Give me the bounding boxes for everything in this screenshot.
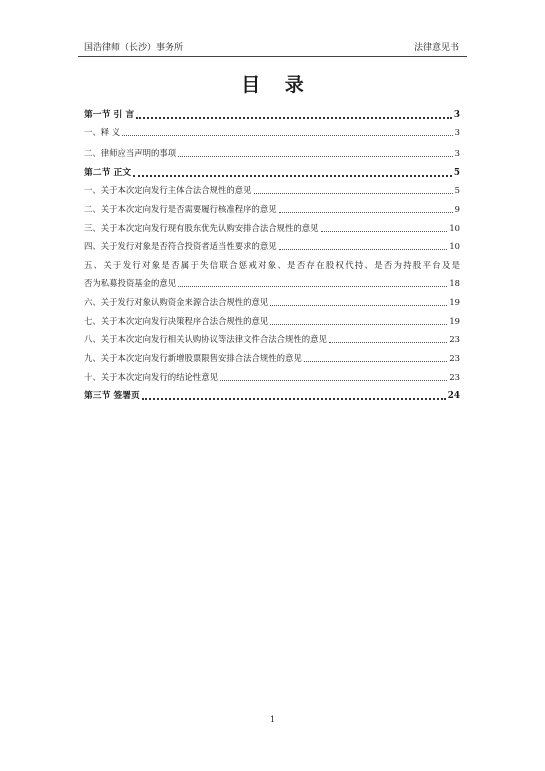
dot-leader xyxy=(329,342,447,343)
toc-entry-page: 19 xyxy=(449,316,460,326)
dot-leader xyxy=(321,231,448,232)
toc-entry-label: 九、关于本次定向发行新增股票限售安排合法合规性的意见 xyxy=(84,353,302,363)
toc-entry-label: 八、关于本次定向发行相关认购协议等法律文件合法合规性的意见 xyxy=(84,334,327,344)
toc-entry-label: 四、关于发行对象是否符合投资者适当性要求的意见 xyxy=(84,241,277,251)
toc-entry-label: 三、关于本次定向发行现有股东优先认购安排合法合规性的意见 xyxy=(84,223,319,233)
toc-entry-page: 5 xyxy=(453,168,460,178)
toc-entry-page: 23 xyxy=(449,372,460,382)
toc-entry-label: 二、关于本次定向发行是否需要履行核准程序的意见 xyxy=(84,204,277,214)
toc-entry[interactable] xyxy=(84,241,460,252)
header-doc-type: 法律意见书 xyxy=(413,43,459,53)
toc-entry-page: 9 xyxy=(454,204,460,214)
page-title: 目 录 xyxy=(241,74,313,96)
toc-entry-page: 23 xyxy=(449,334,460,344)
toc-entry[interactable] xyxy=(84,185,460,196)
toc-entry-label: 二、律师应当声明的事项 xyxy=(84,148,177,158)
toc-entry-page: 10 xyxy=(449,241,460,251)
toc-entry-page: 3 xyxy=(454,127,460,137)
dot-leader xyxy=(178,286,447,287)
dot-leader xyxy=(220,380,447,381)
toc-entry-label: 否为私募投资基金的意见 xyxy=(84,278,177,288)
toc-entry-page: 23 xyxy=(449,353,460,363)
toc-entry[interactable] xyxy=(84,204,460,215)
dot-leader xyxy=(279,249,448,250)
toc-entry-first-line: 五、关于发行对象是否属于失信联合惩戒对象、是否存在股权代持、是否为持股平台及是 xyxy=(84,260,460,270)
toc-entry-label: 一、关于本次定向发行主体合法合规性的意见 xyxy=(84,185,252,195)
dot-leader xyxy=(136,117,452,119)
page-number: 1 xyxy=(269,715,276,724)
toc-entry-section-3[interactable] xyxy=(84,391,460,402)
toc-entry[interactable] xyxy=(84,127,460,138)
toc-entry[interactable] xyxy=(84,316,460,327)
toc-entry-section-2[interactable] xyxy=(84,168,460,179)
dot-leader xyxy=(178,156,453,157)
toc-entry-section-1[interactable] xyxy=(84,110,460,121)
toc-entry[interactable] xyxy=(84,372,460,383)
toc-entry-page: 5 xyxy=(454,185,460,195)
dot-leader xyxy=(279,212,453,213)
toc-entry-label: 十、关于本次定向发行的结论性意见 xyxy=(84,372,218,382)
toc-entry-label: 第二节 正文 xyxy=(84,168,132,178)
dot-leader xyxy=(304,361,448,362)
page-header xyxy=(78,40,467,57)
toc-entry-page: 18 xyxy=(449,278,460,288)
toc-entry-label: 七、关于本次定向发行决策程序合法合规性的意见 xyxy=(84,316,269,326)
toc-entry-page: 24 xyxy=(447,391,460,401)
dot-leader xyxy=(122,135,452,136)
toc-entry[interactable] xyxy=(84,148,460,159)
dot-leader xyxy=(142,398,446,400)
dot-leader xyxy=(133,175,452,177)
toc-entry-page: 3 xyxy=(453,110,460,120)
dot-leader xyxy=(270,305,447,306)
toc-entry[interactable] xyxy=(84,353,460,364)
dot-leader xyxy=(270,324,447,325)
toc-entry[interactable] xyxy=(84,297,460,308)
toc-entry-label: 一、释 义 xyxy=(84,127,121,137)
toc-entry-page: 10 xyxy=(449,223,460,233)
toc-entry[interactable] xyxy=(84,334,460,345)
toc-entry-label: 第三节 签署页 xyxy=(84,391,140,401)
toc-entry-label: 第一节 引 言 xyxy=(84,110,135,120)
toc-entry-page: 19 xyxy=(449,297,460,307)
toc-entry-page: 3 xyxy=(454,148,460,158)
toc-entry-label: 六、关于发行对象认购资金来源合法合规性的意见 xyxy=(84,297,269,307)
header-firm-name: 国浩律师（长沙）事务所 xyxy=(84,43,184,53)
dot-leader xyxy=(254,193,453,194)
toc-entry[interactable] xyxy=(84,223,460,234)
toc-entry[interactable] xyxy=(84,278,460,289)
